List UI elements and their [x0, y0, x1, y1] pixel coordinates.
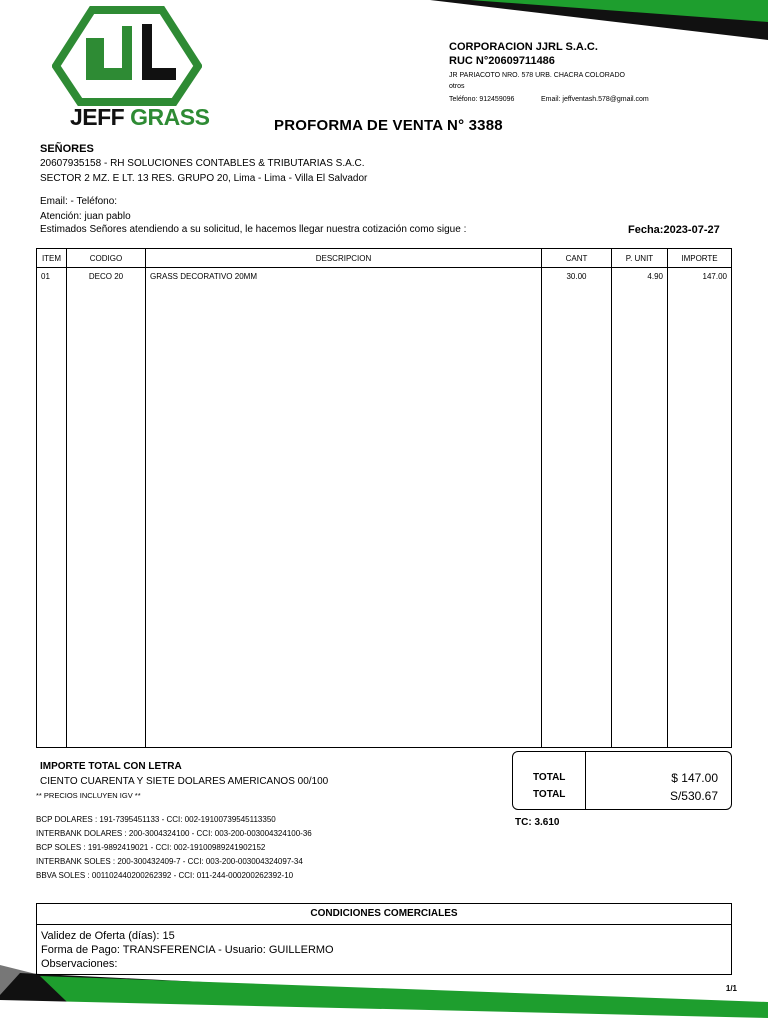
client-line-1: 20607935158 - RH SOLUCIONES CONTABLES & TRIBUTARIAS S.A.C.	[40, 158, 365, 169]
company-email: Email: jeffventash.578@gmail.com	[541, 96, 649, 103]
cell-importe: 147.00	[668, 268, 732, 293]
header-cant: CANT	[542, 249, 612, 268]
table-filler-row	[37, 292, 732, 747]
total-label-pen: TOTAL	[533, 789, 566, 800]
company-phone: Teléfono: 912459096	[449, 96, 515, 103]
company-ruc: RUC N°20609711486	[449, 55, 555, 67]
total-letter-heading: IMPORTE TOTAL CON LETRA	[40, 761, 182, 772]
totals-box	[512, 751, 732, 810]
header-punit: P. UNIT	[612, 249, 668, 268]
observations: Observaciones:	[41, 958, 118, 970]
total-letter-text: CIENTO CUARENTA Y SIETE DOLARES AMERICANOS 00/100	[40, 776, 329, 787]
bank-line: INTERBANK SOLES : 200-300432409-7 - CCI: 003-200-003004324097-34	[36, 857, 303, 866]
client-label: SEÑORES	[40, 143, 94, 155]
total-label-usd: TOTAL	[533, 772, 566, 783]
bank-line: BCP SOLES : 191-9892419021 - CCI: 002-19100989241902152	[36, 843, 266, 852]
bank-line: BBVA SOLES : 001102440200262392 - CCI: 011-244-000200262392-10	[36, 871, 294, 880]
items-table-header	[37, 249, 732, 268]
client-line-2: SECTOR 2 MZ. E LT. 13 RES. GRUPO 20, Lima - Lima - Villa El Salvador	[40, 173, 368, 184]
offer-validity: Validez de Oferta (días): 15	[41, 930, 175, 942]
items-table	[36, 248, 732, 748]
cell-descripcion: GRASS DECORATIVO 20MM	[146, 268, 542, 293]
document-date: Fecha:2023-07-27	[628, 224, 720, 236]
cell-cant: 30.00	[542, 268, 612, 293]
header-codigo: CODIGO	[67, 249, 146, 268]
cell-codigo: DECO 20	[67, 268, 146, 293]
client-email-phone: Email: - Teléfono:	[40, 196, 118, 207]
brand-name	[70, 104, 209, 131]
page-number: 1/1	[725, 984, 737, 993]
jl-monogram-icon	[52, 6, 202, 106]
brand-word-grass: GRASS	[130, 104, 210, 130]
payment-method: Forma de Pago: TRANSFERENCIA - Usuario: GUILLERMO	[41, 944, 334, 956]
cell-item: 01	[37, 268, 67, 293]
company-address: JR PARIACOTO NRO. 578 URB. CHACRA COLORADO	[449, 72, 625, 79]
totals-divider	[585, 752, 586, 809]
total-value-usd: $ 147.00	[671, 771, 718, 785]
table-row	[37, 268, 732, 293]
commercial-conditions	[36, 903, 732, 975]
document-title: PROFORMA DE VENTA N° 3388	[274, 117, 503, 134]
cell-punit: 4.90	[612, 268, 668, 293]
total-value-pen: S/530.67	[669, 789, 718, 803]
client-intro: Estimados Señores atendiendo a su solicitud, le hacemos llegar nuestra cotización como sigue :	[40, 224, 467, 235]
bank-line: BCP DOLARES : 191-7395451133 - CCI: 002-19100739545113350	[36, 815, 276, 824]
conditions-heading: CONDICIONES COMERCIALES	[37, 904, 731, 925]
header-descripcion: DESCRIPCION	[146, 249, 542, 268]
company-logo	[52, 6, 210, 132]
brand-word-jeff: JEFF	[70, 104, 125, 130]
client-attention: Atención: juan pablo	[40, 211, 131, 222]
exchange-rate: TC: 3.610	[515, 817, 560, 828]
header-importe: IMPORTE	[668, 249, 732, 268]
bank-line: INTERBANK DOLARES : 200-3004324100 - CCI: 003-200-003004324100-36	[36, 829, 312, 838]
igv-note: ** PRECIOS INCLUYEN IGV **	[36, 791, 141, 800]
company-name: CORPORACION JJRL S.A.C.	[449, 41, 598, 53]
company-otros: otros	[449, 83, 465, 90]
header-item: ITEM	[37, 249, 67, 268]
